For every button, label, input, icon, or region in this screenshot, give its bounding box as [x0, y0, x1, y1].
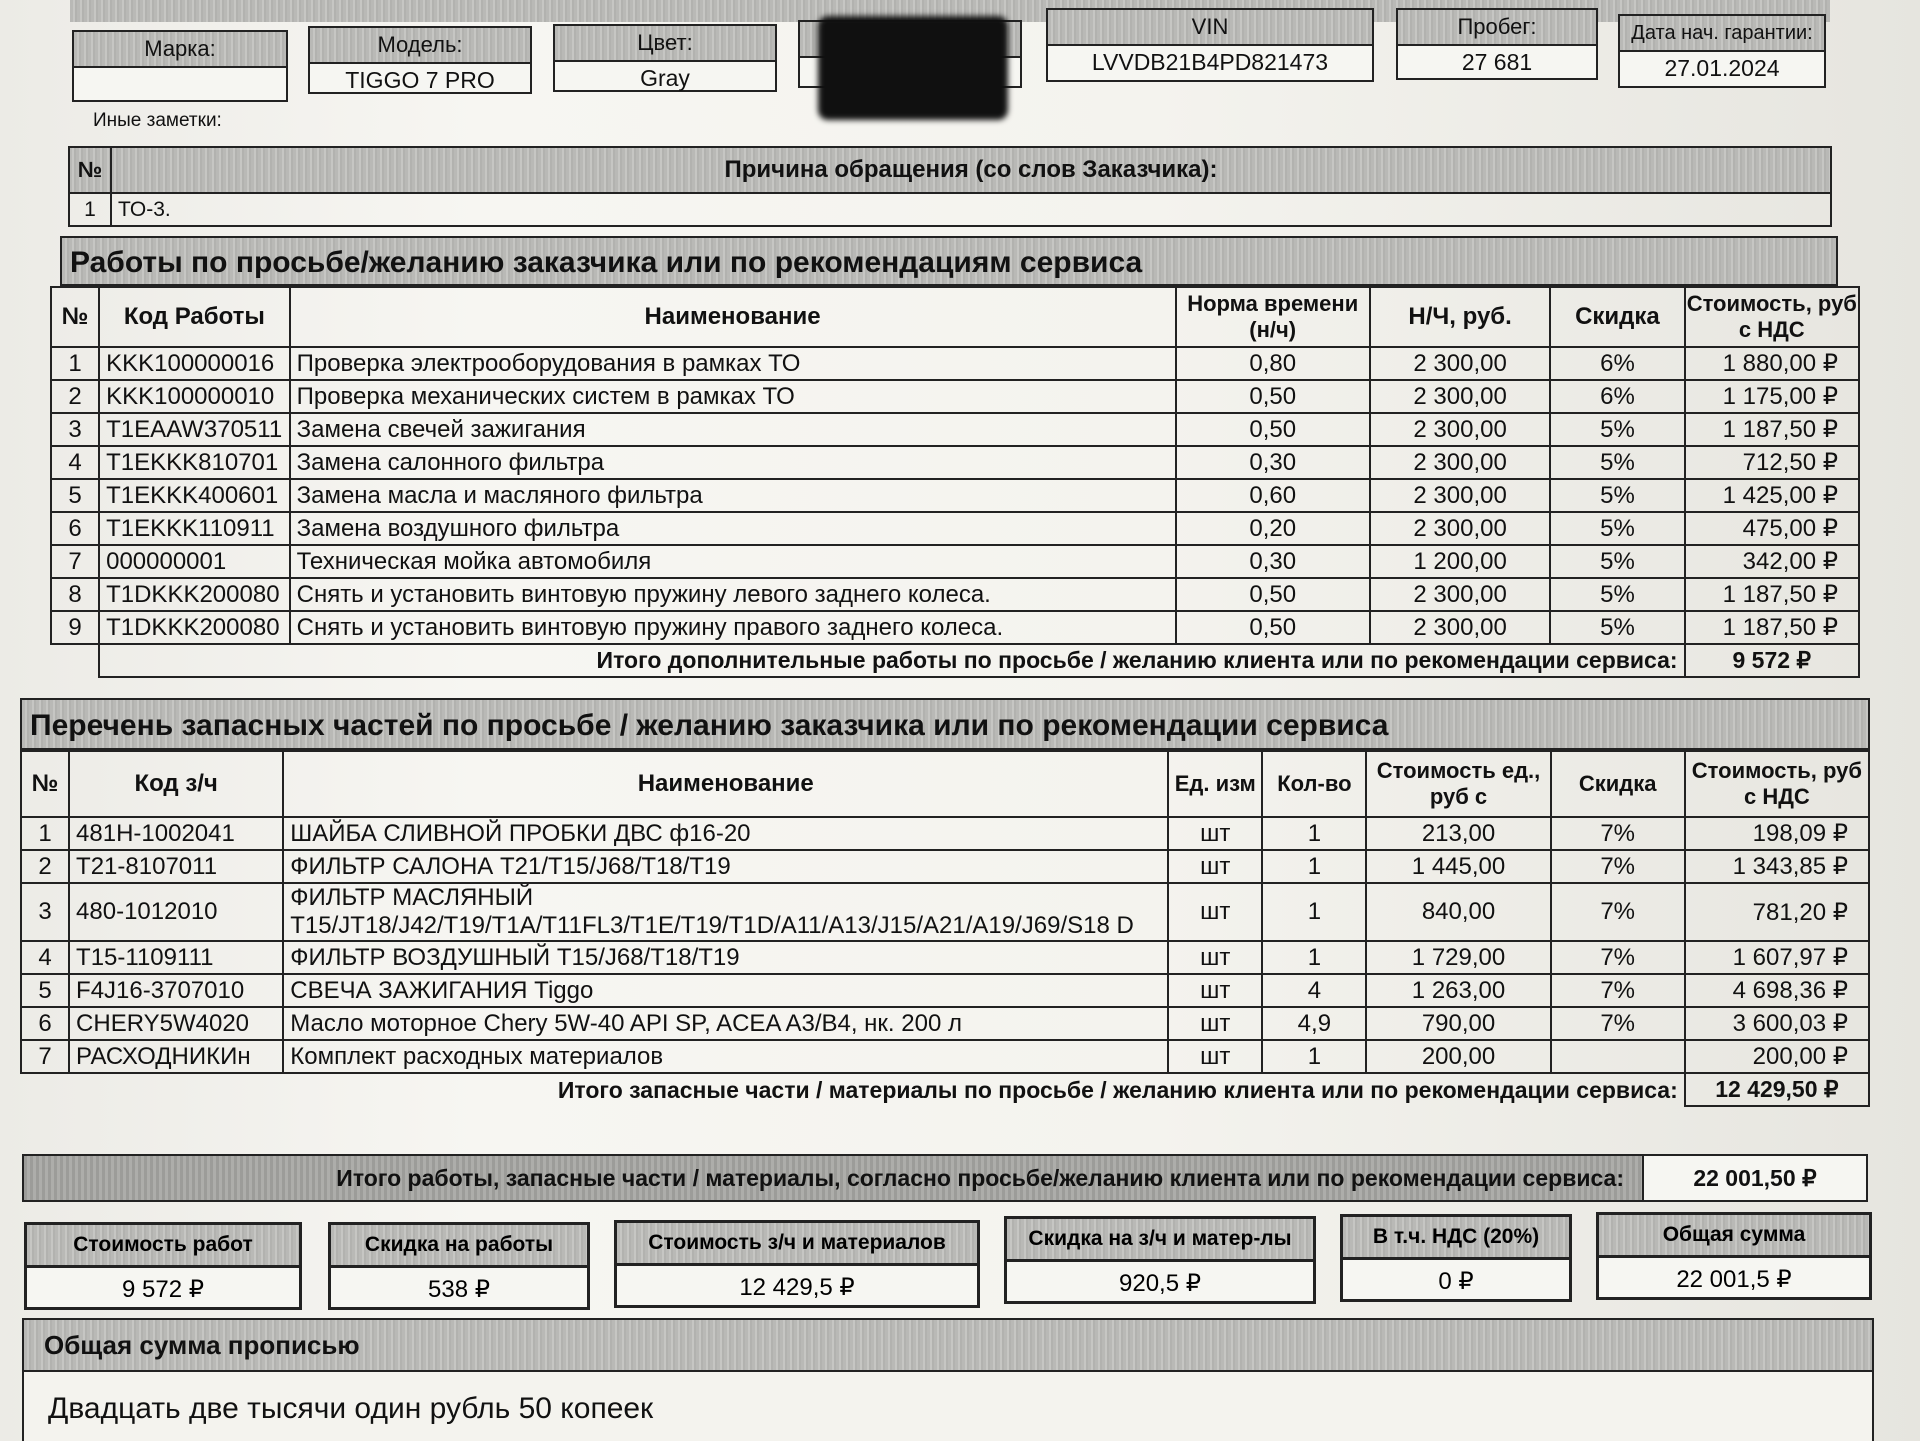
plate-redaction	[818, 16, 1008, 120]
works-cell-code: T1EKKK400601	[99, 479, 290, 512]
works-cell-name: Замена воздушного фильтра	[290, 512, 1176, 545]
parts-table	[20, 750, 1870, 1107]
parts-row	[21, 941, 1869, 974]
works-cell-cost: 712,50 ₽	[1685, 446, 1859, 479]
parts-cell-name: СВЕЧА ЗАЖИГАНИЯ Tiggo	[283, 974, 1168, 1007]
parts-cell-no: 7	[21, 1040, 69, 1073]
works-cell-cost: 1 880,00 ₽	[1685, 347, 1859, 380]
works-cell-name: Техническая мойка автомобиля	[290, 545, 1176, 578]
works-cell-cost: 1 187,50 ₽	[1685, 611, 1859, 644]
works-cell-discount: 5%	[1550, 479, 1684, 512]
works-cell-no: 8	[51, 578, 99, 611]
works-cell-code: KKK100000010	[99, 380, 290, 413]
parts-cell-cost: 1 607,97 ₽	[1685, 941, 1869, 974]
parts-cell-qty: 1	[1262, 941, 1366, 974]
parts-cell-discount: 7%	[1551, 941, 1685, 974]
parts-cell-discount: 7%	[1551, 974, 1685, 1007]
parts-cell-discount	[1551, 1040, 1685, 1073]
parts-row	[21, 850, 1869, 883]
works-cell-norm: 0,60	[1176, 479, 1370, 512]
works-cell-rate: 2 300,00	[1370, 611, 1550, 644]
reason-no-header: №	[69, 147, 111, 193]
vin-label: VIN	[1048, 10, 1372, 46]
summary-works-cost-label: Стоимость работ	[27, 1225, 299, 1268]
works-cell-rate: 2 300,00	[1370, 578, 1550, 611]
parts-cell-qty: 1	[1262, 817, 1366, 850]
warranty-value: 27.01.2024	[1664, 55, 1780, 81]
works-cell-no: 7	[51, 545, 99, 578]
parts-cell-code: T15-1109111	[69, 941, 283, 974]
works-cell-discount: 6%	[1550, 347, 1684, 380]
parts-cell-discount: 7%	[1551, 1007, 1685, 1040]
summary-works-discount-value: 538 ₽	[428, 1276, 490, 1303]
parts-cell-code: 481H-1002041	[69, 817, 283, 850]
works-cell-code: T1EAAW370511	[99, 413, 290, 446]
works-row	[51, 446, 1859, 479]
mileage-box	[1396, 8, 1598, 80]
parts-row	[21, 974, 1869, 1007]
parts-header-unit: Ед. изм	[1168, 751, 1262, 817]
works-cell-code: 000000001	[99, 545, 290, 578]
works-cell-name: Проверка механических систем в рамках ТО	[290, 380, 1176, 413]
works-cell-cost: 475,00 ₽	[1685, 512, 1859, 545]
in-words-box	[22, 1318, 1874, 1441]
works-cell-cost: 1 175,00 ₽	[1685, 380, 1859, 413]
works-cell-name: Проверка электрооборудования в рамках ТО	[290, 347, 1176, 380]
parts-total-value: 12 429,50 ₽	[1685, 1073, 1869, 1106]
works-cell-no: 9	[51, 611, 99, 644]
summary-parts-cost-label: Стоимость з/ч и материалов	[617, 1223, 977, 1266]
works-cell-cost: 1 425,00 ₽	[1685, 479, 1859, 512]
vin-box	[1046, 8, 1374, 82]
works-row	[51, 347, 1859, 380]
works-cell-name: Замена свечей зажигания	[290, 413, 1176, 446]
works-cell-cost: 1 187,50 ₽	[1685, 578, 1859, 611]
parts-row	[21, 1007, 1869, 1040]
model-label: Модель:	[310, 28, 530, 64]
model-value: TIGGO 7 PRO	[345, 67, 495, 93]
works-cell-code: T1EKKK110911	[99, 512, 290, 545]
works-cell-code: T1DKKK200080	[99, 578, 290, 611]
warranty-label: Дата нач. гарантии:	[1620, 16, 1824, 52]
works-cell-norm: 0,20	[1176, 512, 1370, 545]
parts-cell-discount: 7%	[1551, 883, 1685, 941]
parts-row	[21, 883, 1869, 941]
works-cell-norm: 0,80	[1176, 347, 1370, 380]
summary-grand-total-label: Общая сумма	[1599, 1215, 1869, 1258]
parts-header-name: Наименование	[283, 751, 1168, 817]
parts-cell-price: 1 445,00	[1366, 850, 1550, 883]
works-cell-discount: 5%	[1550, 611, 1684, 644]
works-cell-discount: 6%	[1550, 380, 1684, 413]
parts-cell-no: 3	[21, 883, 69, 941]
parts-header-discount: Скидка	[1551, 751, 1685, 817]
works-row	[51, 611, 1859, 644]
parts-cell-price: 200,00	[1366, 1040, 1550, 1073]
works-cell-norm: 0,50	[1176, 611, 1370, 644]
works-cell-rate: 1 200,00	[1370, 545, 1550, 578]
works-row	[51, 380, 1859, 413]
works-cell-cost: 342,00 ₽	[1685, 545, 1859, 578]
parts-cell-no: 6	[21, 1007, 69, 1040]
reason-row-no: 1	[69, 193, 111, 226]
parts-cell-price: 1 263,00	[1366, 974, 1550, 1007]
summary-parts-discount-label: Скидка на з/ч и матер-лы	[1007, 1219, 1313, 1262]
works-cell-no: 5	[51, 479, 99, 512]
parts-cell-name: Комплект расходных материалов	[283, 1040, 1168, 1073]
parts-cell-unit: шт	[1168, 883, 1262, 941]
parts-cell-qty: 4,9	[1262, 1007, 1366, 1040]
parts-total-label: Итого запасные части / материалы по просьбе / желанию клиента или по рекомендации сервиса:	[21, 1073, 1685, 1106]
parts-cell-no: 2	[21, 850, 69, 883]
works-cell-rate: 2 300,00	[1370, 347, 1550, 380]
works-section-title: Работы по просьбе/желанию заказчика или по рекомендациям сервиса	[60, 236, 1838, 286]
summary-works-discount	[328, 1222, 590, 1310]
parts-header-qty: Кол-во	[1262, 751, 1366, 817]
parts-cell-cost: 4 698,36 ₽	[1685, 974, 1869, 1007]
parts-cell-unit: шт	[1168, 1007, 1262, 1040]
works-cell-discount: 5%	[1550, 413, 1684, 446]
works-cell-discount: 5%	[1550, 446, 1684, 479]
works-header-no: №	[51, 287, 99, 347]
works-cell-discount: 5%	[1550, 545, 1684, 578]
model-box	[308, 26, 532, 94]
parts-cell-price: 213,00	[1366, 817, 1550, 850]
summary-vat-label: В т.ч. НДС (20%)	[1343, 1217, 1569, 1260]
grand-total-value: 22 001,50 ₽	[1642, 1156, 1866, 1200]
parts-row	[21, 817, 1869, 850]
parts-cell-unit: шт	[1168, 850, 1262, 883]
parts-cell-unit: шт	[1168, 974, 1262, 1007]
in-words-label: Общая сумма прописью	[24, 1320, 1872, 1372]
works-header-cost: Стоимость, руб с НДС	[1685, 287, 1859, 347]
parts-cell-qty: 1	[1262, 1040, 1366, 1073]
parts-cell-qty: 1	[1262, 883, 1366, 941]
reason-table	[68, 146, 1832, 227]
works-cell-rate: 2 300,00	[1370, 512, 1550, 545]
works-cell-norm: 0,50	[1176, 380, 1370, 413]
parts-cell-code: РАСХОДНИКИн	[69, 1040, 283, 1073]
works-row	[51, 578, 1859, 611]
summary-works-cost	[24, 1222, 302, 1310]
parts-header-no: №	[21, 751, 69, 817]
works-header-discount: Скидка	[1550, 287, 1684, 347]
works-cell-name: Снять и установить винтовую пружину правого заднего колеса.	[290, 611, 1176, 644]
parts-cell-price: 790,00	[1366, 1007, 1550, 1040]
works-cell-name: Замена масла и масляного фильтра	[290, 479, 1176, 512]
summary-parts-cost-value: 12 429,5 ₽	[739, 1274, 855, 1301]
parts-cell-name: ШАЙБА СЛИВНОЙ ПРОБКИ ДВС ф16-20	[283, 817, 1168, 850]
parts-cell-code: CHERY5W4020	[69, 1007, 283, 1040]
parts-cell-discount: 7%	[1551, 817, 1685, 850]
parts-cell-code: 480-1012010	[69, 883, 283, 941]
parts-header-cost: Стоимость, руб с НДС	[1685, 751, 1869, 817]
color-label: Цвет:	[555, 26, 775, 62]
parts-cell-price: 1 729,00	[1366, 941, 1550, 974]
works-row	[51, 545, 1859, 578]
grand-total-label: Итого работы, запасные части / материалы, согласно просьбе/желанию клиента или по рекомендации сервиса:	[336, 1165, 1624, 1191]
parts-section-title: Перечень запасных частей по просьбе / желанию заказчика или по рекомендации сервиса	[20, 698, 1870, 750]
works-header-code: Код Работы	[99, 287, 290, 347]
works-cell-name: Замена салонного фильтра	[290, 446, 1176, 479]
parts-cell-code: T21-8107011	[69, 850, 283, 883]
works-cell-norm: 0,30	[1176, 545, 1370, 578]
color-value: Gray	[640, 65, 690, 91]
parts-cell-cost: 3 600,03 ₽	[1685, 1007, 1869, 1040]
summary-parts-cost	[614, 1220, 980, 1308]
works-row	[51, 512, 1859, 545]
works-total-label: Итого дополнительные работы по просьбе / желанию клиента или по рекомендации сервиса:	[99, 644, 1684, 677]
parts-cell-name: Масло моторное Chery 5W-40 API SP, ACEA A3/B4, нк. 200 л	[283, 1007, 1168, 1040]
warranty-box	[1618, 14, 1826, 88]
parts-cell-name: ФИЛЬТР ВОЗДУШНЫЙ T15/J68/T18/T19	[283, 941, 1168, 974]
works-cell-no: 2	[51, 380, 99, 413]
works-cell-no: 3	[51, 413, 99, 446]
in-words-text: Двадцать две тысячи один рубль 50 копеек	[48, 1392, 654, 1425]
parts-cell-cost: 198,09 ₽	[1685, 817, 1869, 850]
parts-header-price: Стоимость ед., руб с	[1366, 751, 1550, 817]
works-header-norm: Норма времени (н/ч)	[1176, 287, 1370, 347]
works-cell-no: 4	[51, 446, 99, 479]
works-cell-rate: 2 300,00	[1370, 446, 1550, 479]
mileage-label: Пробег:	[1398, 10, 1596, 46]
works-cell-norm: 0,50	[1176, 413, 1370, 446]
parts-cell-qty: 4	[1262, 974, 1366, 1007]
works-cell-cost: 1 187,50 ₽	[1685, 413, 1859, 446]
summary-works-discount-label: Скидка на работы	[331, 1225, 587, 1268]
works-cell-code: T1EKKK810701	[99, 446, 290, 479]
parts-cell-no: 5	[21, 974, 69, 1007]
mileage-value: 27 681	[1461, 49, 1533, 75]
summary-grand-total	[1596, 1212, 1872, 1300]
reason-row-text: ТО-3.	[111, 193, 1831, 226]
parts-cell-code: F4J16-3707010	[69, 974, 283, 1007]
works-total-spacer	[51, 644, 99, 677]
summary-vat	[1340, 1214, 1572, 1302]
works-cell-rate: 2 300,00	[1370, 479, 1550, 512]
works-cell-norm: 0,30	[1176, 446, 1370, 479]
parts-cell-qty: 1	[1262, 850, 1366, 883]
works-cell-discount: 5%	[1550, 578, 1684, 611]
works-cell-rate: 2 300,00	[1370, 413, 1550, 446]
notes-label: Иные заметки:	[93, 110, 222, 131]
summary-grand-total-value: 22 001,5 ₽	[1676, 1266, 1792, 1293]
parts-header-code: Код з/ч	[69, 751, 283, 817]
summary-parts-discount	[1004, 1216, 1316, 1304]
works-table	[50, 286, 1860, 678]
make-label: Марка:	[74, 32, 286, 68]
parts-cell-unit: шт	[1168, 817, 1262, 850]
parts-cell-no: 4	[21, 941, 69, 974]
parts-cell-price: 840,00	[1366, 883, 1550, 941]
works-header-name: Наименование	[290, 287, 1176, 347]
parts-cell-unit: шт	[1168, 1040, 1262, 1073]
parts-cell-name: ФИЛЬТР САЛОНА T21/T15/J68/T18/T19	[283, 850, 1168, 883]
parts-cell-discount: 7%	[1551, 850, 1685, 883]
works-cell-discount: 5%	[1550, 512, 1684, 545]
works-row	[51, 413, 1859, 446]
parts-cell-cost: 1 343,85 ₽	[1685, 850, 1869, 883]
works-cell-no: 6	[51, 512, 99, 545]
works-cell-norm: 0,50	[1176, 578, 1370, 611]
parts-cell-cost: 781,20 ₽	[1685, 883, 1869, 941]
parts-cell-unit: шт	[1168, 941, 1262, 974]
grand-total-bar	[22, 1154, 1868, 1202]
vin-value: LVVDB21B4PD821473	[1091, 49, 1329, 75]
parts-row	[21, 1040, 1869, 1073]
works-total-value: 9 572 ₽	[1685, 644, 1859, 677]
parts-cell-name: ФИЛЬТР МАСЛЯНЫЙ T15/JT18/J42/T19/T1A/T11FL3/T1E/T19/T1D/A11/A13/J15/A21/A19/J69/S18 D	[283, 883, 1168, 941]
reason-title: Причина обращения (со слов Заказчика):	[111, 147, 1831, 193]
summary-vat-value: 0 ₽	[1438, 1268, 1474, 1295]
works-cell-code: T1DKKK200080	[99, 611, 290, 644]
parts-cell-no: 1	[21, 817, 69, 850]
works-cell-no: 1	[51, 347, 99, 380]
parts-cell-cost: 200,00 ₽	[1685, 1040, 1869, 1073]
works-cell-code: KKK100000016	[99, 347, 290, 380]
color-box	[553, 24, 777, 92]
summary-works-cost-value: 9 572 ₽	[122, 1276, 204, 1303]
works-row	[51, 479, 1859, 512]
make-box	[72, 30, 288, 102]
works-cell-name: Снять и установить винтовую пружину левого заднего колеса.	[290, 578, 1176, 611]
works-cell-rate: 2 300,00	[1370, 380, 1550, 413]
summary-parts-discount-value: 920,5 ₽	[1119, 1270, 1201, 1297]
works-header-rate: Н/Ч, руб.	[1370, 287, 1550, 347]
